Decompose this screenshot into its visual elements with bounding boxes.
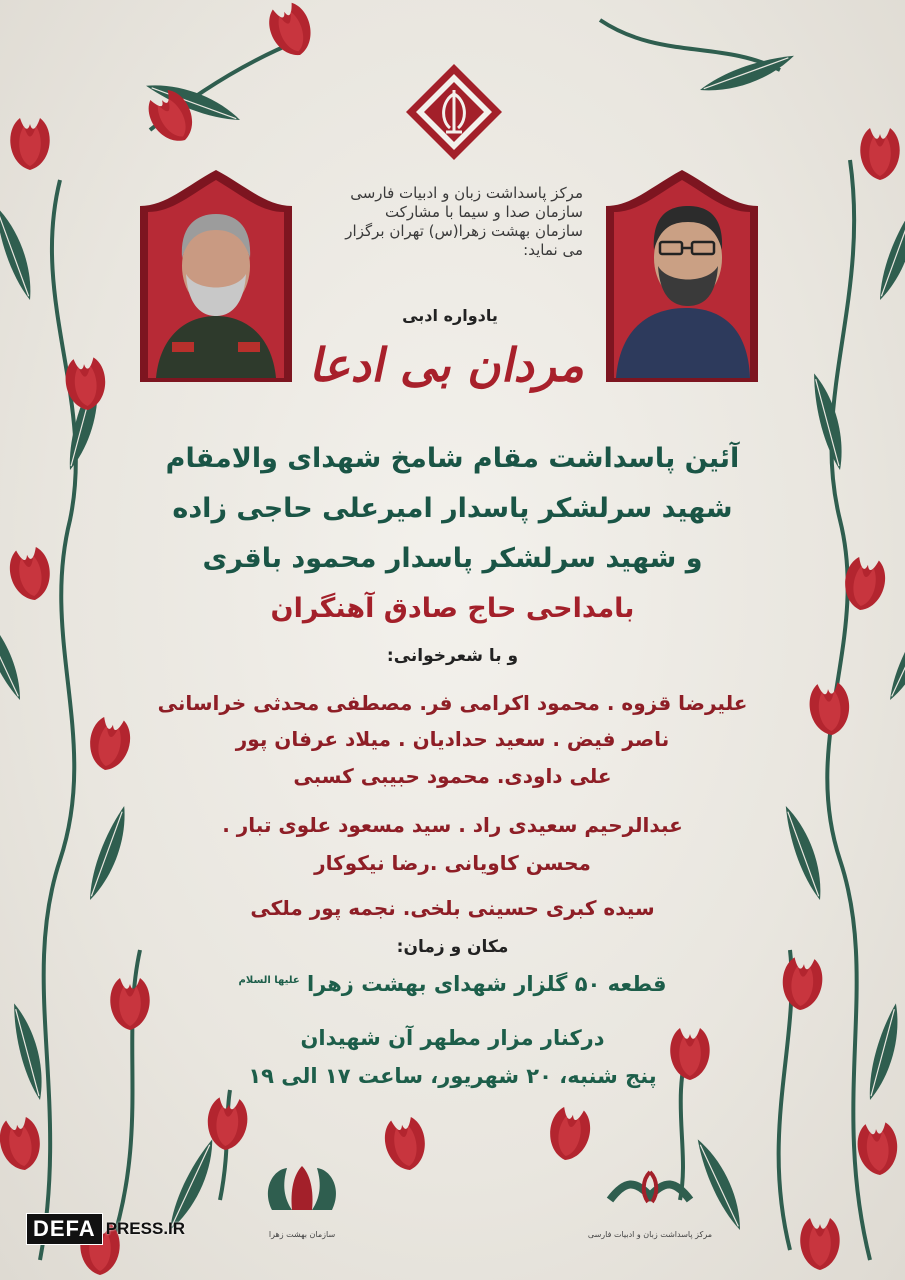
event-subtitle: یادواره ادبی <box>402 306 498 325</box>
poetry-label: و با شعرخوانی: <box>386 646 519 666</box>
poet-line: علی داودی. محمود حبیبی کسبی <box>293 764 612 788</box>
martyr-line-2: و شهید سرلشکر پاسدار محمود باقری <box>202 543 703 574</box>
eulogist-line: بامداحی حاج صادق آهنگران <box>270 593 635 624</box>
organizers-text <box>283 184 583 260</box>
venue-label: مکان و زمان: <box>396 937 509 957</box>
poet-line: علیرضا قزوه . محمود اکرامی فر. مصطفی محدثی خراسانی <box>157 691 748 715</box>
event-title: مردان بی ادعا <box>306 338 594 392</box>
martyr-portrait-bagheri <box>602 166 762 384</box>
venue-line-1 <box>150 966 755 999</box>
behesht-zahra-logo-icon <box>232 1160 372 1220</box>
watermark-suffix: PRESS.IR <box>105 1219 186 1238</box>
venue-line-2: درکنار مزار مطهر آن شهیدان <box>300 1026 605 1050</box>
organizer-line: می نماید: <box>523 241 583 259</box>
poet-line: ناصر فیض . سعید حدادیان . میلاد عرفان پور <box>235 727 670 751</box>
martyr-line-1: شهید سرلشکر پاسدار امیرعلی حاجی زاده <box>172 493 733 524</box>
organizer-line: مرکز پاسداشت زبان و ادبیات فارسی <box>350 184 583 202</box>
behesht-zahra-logo-caption: سازمان بهشت زهرا <box>268 1230 336 1239</box>
persian-language-center-logo <box>580 1160 720 1240</box>
defapress-watermark <box>26 1213 185 1245</box>
venue-honorific: علیها السلام <box>238 975 300 986</box>
venue-line-3: پنج شنبه، ۲۰ شهریور، ساعت ۱۷ الی ۱۹ <box>248 1064 657 1088</box>
organizer-line: سازمان بهشت زهرا(س) تهران برگزار <box>345 222 583 240</box>
persian-language-center-logo-caption: مرکز پاسداشت زبان و ادبیات فارسی <box>587 1230 713 1239</box>
organizer-line: سازمان صدا و سیما با مشارکت <box>384 203 583 221</box>
national-emblem-icon <box>402 62 506 162</box>
ceremony-heading: آئین پاسداشت مقام شامخ شهدای والامقام <box>165 443 740 474</box>
poet-line: محسن کاویانی .رضا نیکوکار <box>314 851 591 875</box>
behesht-zahra-logo <box>232 1160 372 1240</box>
venue-place: قطعه ۵۰ گلزار شهدای بهشت زهرا <box>306 972 667 996</box>
poet-line: عبدالرحیم سعیدی راد . سید مسعود علوی تبار . <box>222 813 683 837</box>
poet-line: سیده کبری حسینی بلخی. نجمه پور ملکی <box>250 896 655 920</box>
persian-language-center-logo-icon <box>580 1160 720 1220</box>
martyr-portrait-hajizadeh <box>136 166 296 384</box>
watermark-brand: DEFA <box>26 1213 103 1245</box>
